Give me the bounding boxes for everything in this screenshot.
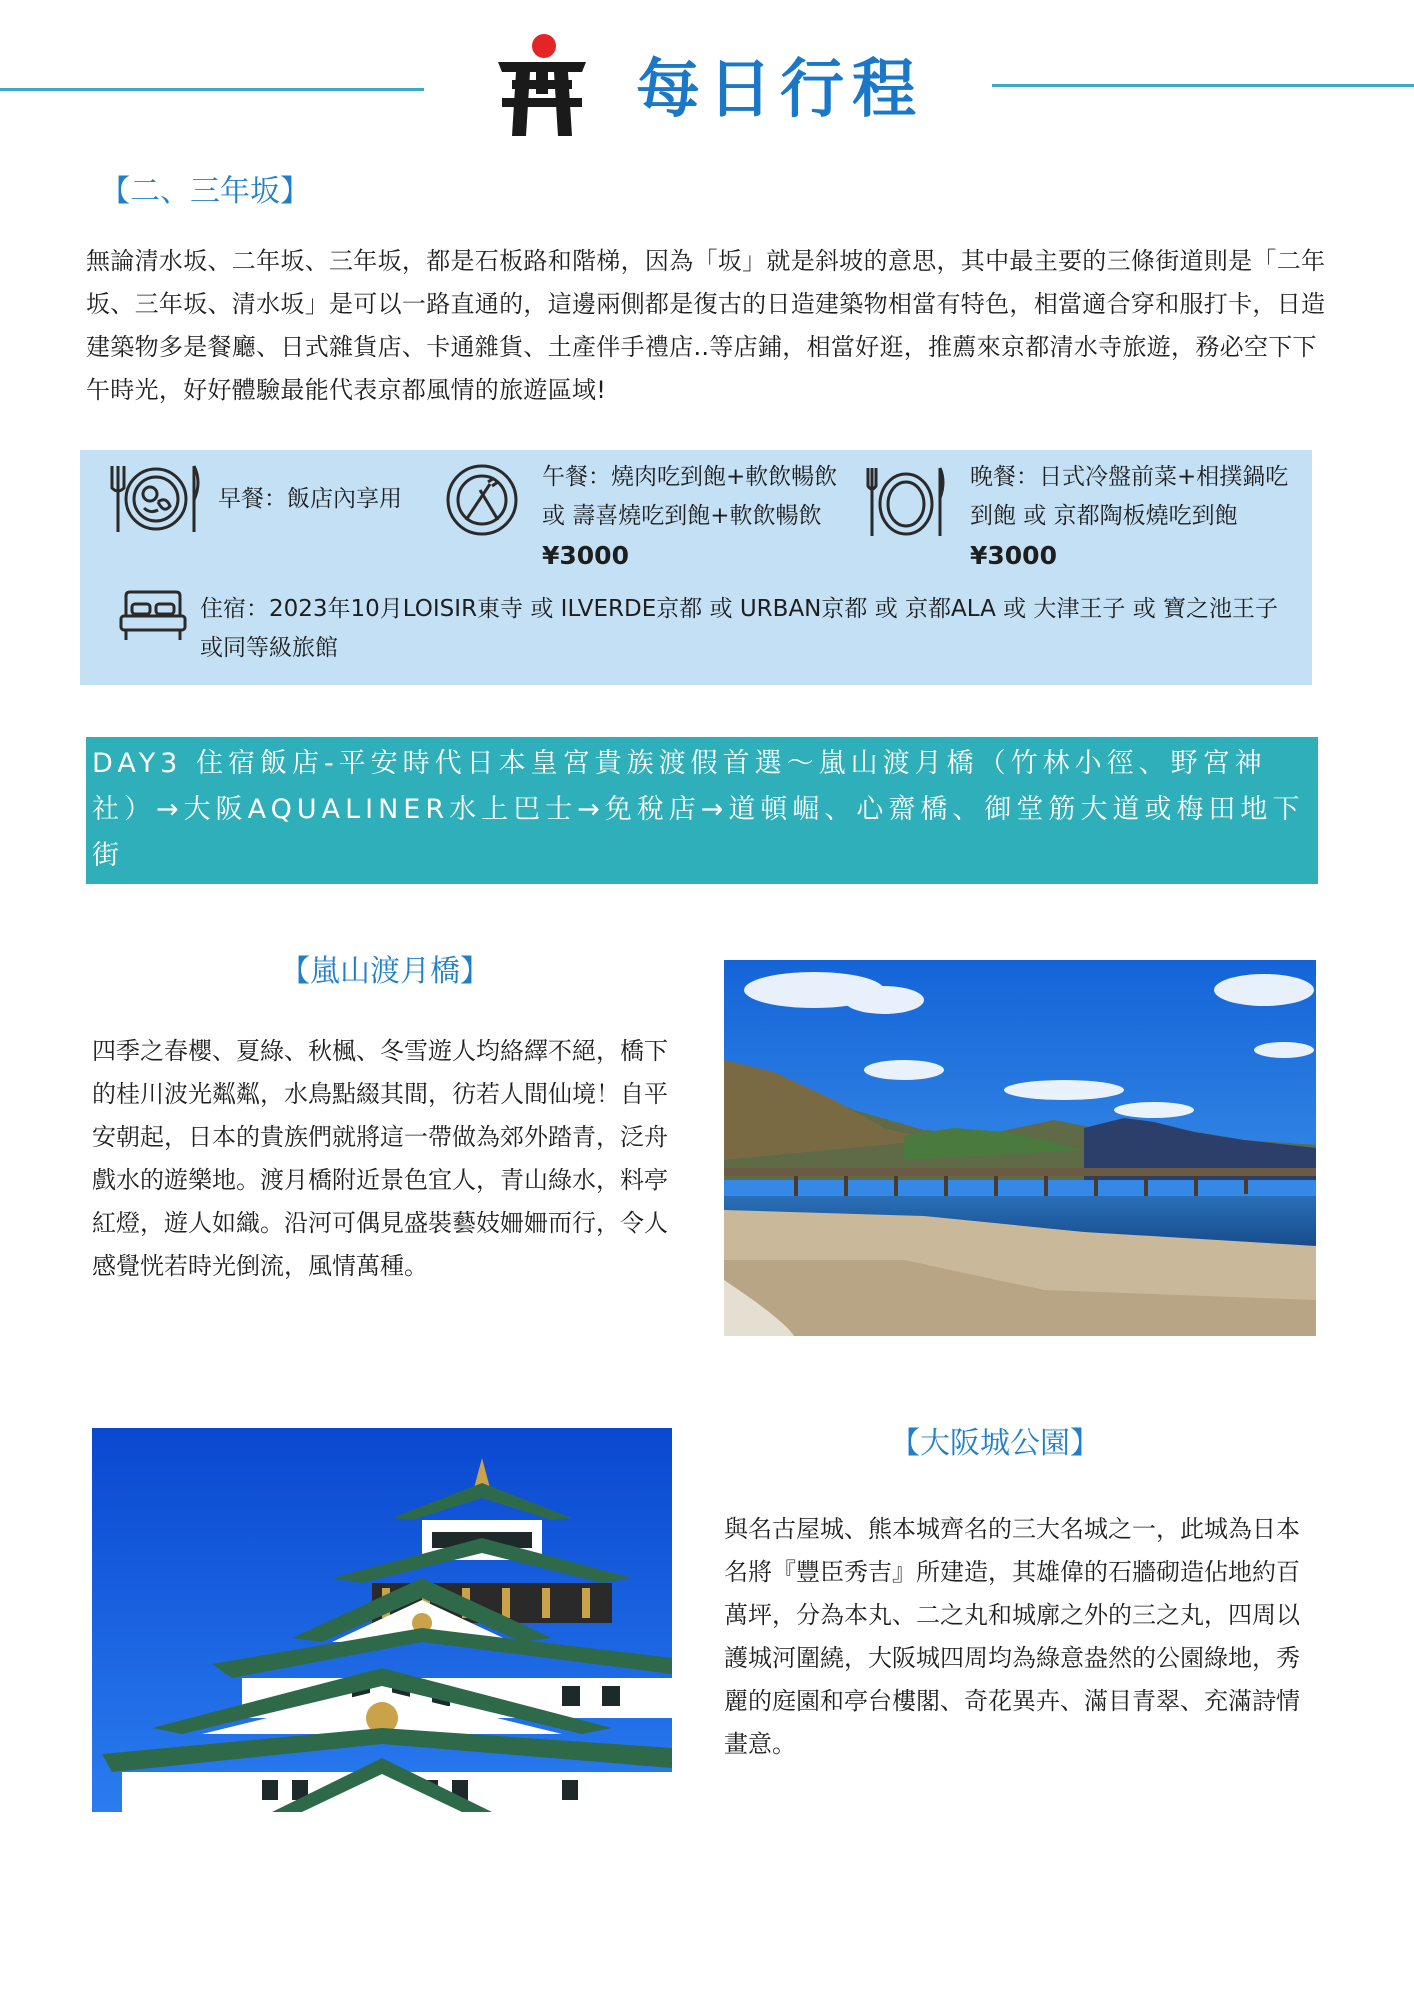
section-title-arashiyama: 【嵐山渡月橋】 bbox=[280, 954, 490, 989]
dinner-price: ¥3000 bbox=[970, 541, 1057, 570]
lunch-plate-icon bbox=[444, 462, 520, 538]
day-itinerary-text: DAY3 住宿飯店-平安時代日本皇宮貴族渡假首選～嵐山渡月橋（竹林小徑、野宮神社）→大阪AQUALINER水上巴士→免稅店→道頓崛、心齋橋、御堂筋大道或梅田地下街 bbox=[92, 748, 1305, 871]
day-banner bbox=[86, 737, 1318, 884]
section-title-kiyomizu: 【二、三年坂】 bbox=[100, 174, 310, 209]
header-rule-left bbox=[0, 88, 424, 91]
dinner-description: 晚餐：日式冷盤前菜+相撲鍋吃到飽 或 京都陶板燒吃到飽 bbox=[970, 464, 1289, 529]
dinner-plate-icon bbox=[866, 464, 946, 540]
arashiyama-paragraph: 四季之春櫻、夏綠、秋楓、冬雪遊人均絡繹不絕，橋下的桂川波光粼粼，水鳥點綴其間，彷若人間仙境！自平安朝起，日本的貴族們就將這一帶做為郊外踏青，泛舟戲水的遊樂地。渡月橋附近景色宜人，青山綠水，料亭紅燈，遊人如織。沿河可偶見盛裝藝妓姍姍而行，令人感覺恍若時光倒流，風情萬種。 bbox=[92, 1037, 668, 1280]
kiyomizu-paragraph: 無論清水坂、二年坂、三年坂，都是石板路和階梯，因為「坂」就是斜坡的意思，其中最主要的三條街道則是「二年坂、三年坂、清水坂」是可以一路直通的，這邊兩側都是復古的日造建築物相當有特色，相當適合穿和服打卡，日造建築物多是餐廳、日式雜貨店、卡通雜貨、土產伴手禮店..等店鋪，相當好逛，推薦來京都清水寺旅遊，務必空下下午時光，好好體驗最能代表京都風情的旅遊區域! bbox=[86, 247, 1326, 404]
hotel-text: 住宿：2023年10月LOISIR東寺 或 ILVERDE京都 或 URBAN京都 或 京都ALA 或 大津王子 或 寶之池王子 或同等級旅館 bbox=[200, 596, 1279, 661]
osaka-paragraph: 與名古屋城、熊本城齊名的三大名城之一，此城為日本名將『豐臣秀吉』所建造，其雄偉的石牆砌造佔地約百萬坪，分為本丸、二之丸和城廓之外的三之丸，四周以護城河圍繞，大阪城四周均為綠意盎然的公園綠地，秀麗的庭園和亭台樓閣、奇花異卉、滿目青翠、充滿詩情畫意。 bbox=[724, 1515, 1300, 1758]
arashiyama-bridge-photo bbox=[724, 960, 1316, 1336]
lunch-price: ¥3000 bbox=[542, 541, 629, 570]
header-rule-right bbox=[992, 84, 1414, 87]
breakfast-plate-icon bbox=[108, 462, 204, 536]
osaka-castle-photo bbox=[92, 1428, 672, 1812]
lunch-description: 午餐：燒肉吃到飽+軟飲暢飲 或 壽喜燒吃到飽+軟飲暢飲 bbox=[542, 464, 838, 529]
page-title: 每日行程 bbox=[636, 53, 924, 127]
meal-info-box bbox=[80, 450, 1312, 685]
lunch-text bbox=[542, 458, 862, 575]
torii-logo-icon bbox=[492, 32, 592, 136]
breakfast-text: 早餐：飯店內享用 bbox=[218, 486, 402, 512]
section-title-osaka: 【大阪城公園】 bbox=[890, 1426, 1100, 1461]
bed-icon bbox=[118, 590, 188, 642]
dinner-text bbox=[970, 458, 1290, 575]
